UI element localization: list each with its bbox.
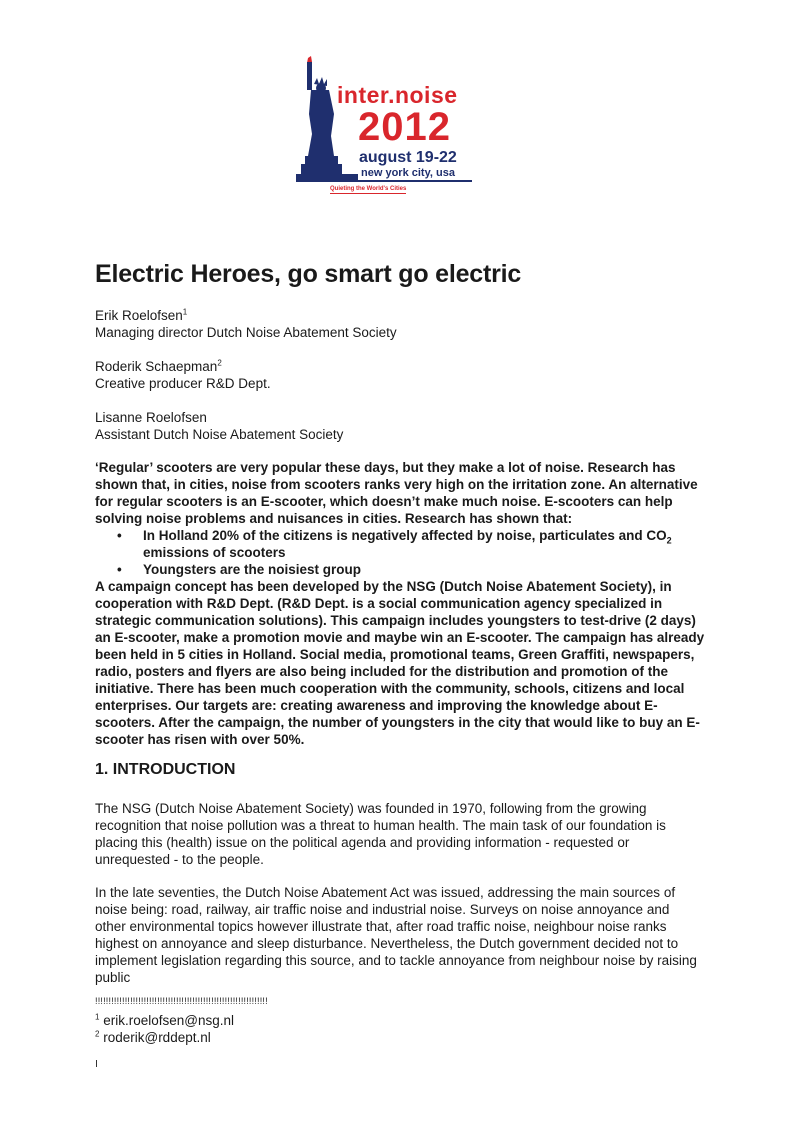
abstract-intro: ‘Regular’ scooters are very popular these days, but they make a lot of noise. Research has shown that, in cities, noise from scooters ranks very high on the irritation zone. An alternative for regular scooters is an E-scooter, which doesn’t make much noise. E-scooters can help solving noise problems and nuisances in cities. Research has shown that: (95, 460, 698, 526)
paper-title: Electric Heroes, go smart go electric (95, 260, 522, 288)
author-role: Assistant Dutch Noise Abatement Society (95, 427, 344, 442)
logo-year: 2012 (358, 105, 451, 149)
author-footnote-marker: 1 (182, 307, 188, 317)
footnote-email[interactable]: roderik@rddept.nl (103, 1030, 211, 1045)
bullet-text: In Holland 20% of the citizens is negatively affected by noise, particulates and CO (143, 528, 667, 543)
logo-location: new york city, usa (361, 167, 455, 179)
author-name: Erik Roelofsen (95, 308, 183, 323)
conference-logo (292, 56, 478, 196)
logo-dates: august 19-22 (359, 149, 457, 166)
author-name: Lisanne Roelofsen (95, 410, 207, 425)
footnote-2 (95, 1029, 211, 1046)
footnote-marker: 1 (95, 1012, 100, 1022)
footnote-1 (95, 1012, 234, 1029)
logo-title: inter.noise (337, 82, 458, 108)
footnote-marker: 2 (95, 1029, 100, 1039)
bullet-item (95, 561, 705, 578)
bullet-text-continued: emissions of scooters (143, 545, 286, 560)
bullet-text: Youngsters are the noisiest group (143, 562, 362, 577)
author-role: Creative producer R&D Dept. (95, 376, 271, 391)
abstract-bullets (95, 527, 705, 578)
logo-tagline: Quieting the World's Cities (330, 186, 407, 192)
bullet-item (95, 527, 705, 561)
abstract-body: A campaign concept has been developed by the NSG (Dutch Noise Abatement Society), in cooperation with R&D Dept. (R&D Dept. is a social communication agency specialized in strategic communication solutions). This campaign includes youngsters to test-drive (2 days) an E-scooter, make a promotion movie and maybe win an E-scooter. The campaign has already been held in 5 cities in Holland. Social media, promotional teams, Green Graffiti, newspapers, radio, posters and flyers are also being included for the distribution and promotion of the initiative. There has been much cooperation with the community, schools, citizens and local enterprises. Our targets are: creating awareness and improving the knowledge about E-scooters. After the campaign, the number of youngsters in the city that would like to buy an E-scooter has risen with over 50%. (95, 579, 705, 747)
author-role: Managing director Dutch Noise Abatement Society (95, 325, 397, 340)
author-footnote-marker: 2 (217, 358, 222, 368)
footnote-separator: !!!!!!!!!!!!!!!!!!!!!!!!!!!!!!!!!!!!!!!!!!!!!!!!!!!!!!!!!!!!!!!! (95, 996, 268, 1006)
abstract (95, 459, 705, 748)
author-name: Roderik Schaepman (95, 359, 218, 374)
author-block-2 (95, 358, 271, 392)
paragraph-1: The NSG (Dutch Noise Abatement Society) was founded in 1970, following from the growing recognition that noise pollution was a threat to human health. The main task of our foundation is placing this (health) issue on the political agenda and providing information - requested or unrequested - to the people. (95, 801, 666, 867)
subscript: 2 (666, 535, 672, 546)
author-block-1 (95, 307, 397, 341)
author-block-3 (95, 409, 343, 443)
bullet-dot: • (117, 562, 122, 577)
footnote-email[interactable]: erik.roelofsen@nsg.nl (103, 1013, 234, 1028)
paragraph-2: In the late seventies, the Dutch Noise Abatement Act was issued, addressing the main sources of noise being: road, railway, air traffic noise and industrial noise. Surveys on noise annoyance and other environmental topics however illustrate that, after road traffic noise, neighbour noise ranks highest on annoyance and sleep disturbance. Nevertheless, the Dutch government decided not to implement legislation regarding this source, and to tackle annoyance from neighbour noise by raising public (95, 885, 697, 985)
bullet-dot: • (117, 528, 122, 543)
page-mark (96, 1060, 97, 1067)
section-heading: 1. INTRODUCTION (95, 761, 236, 778)
